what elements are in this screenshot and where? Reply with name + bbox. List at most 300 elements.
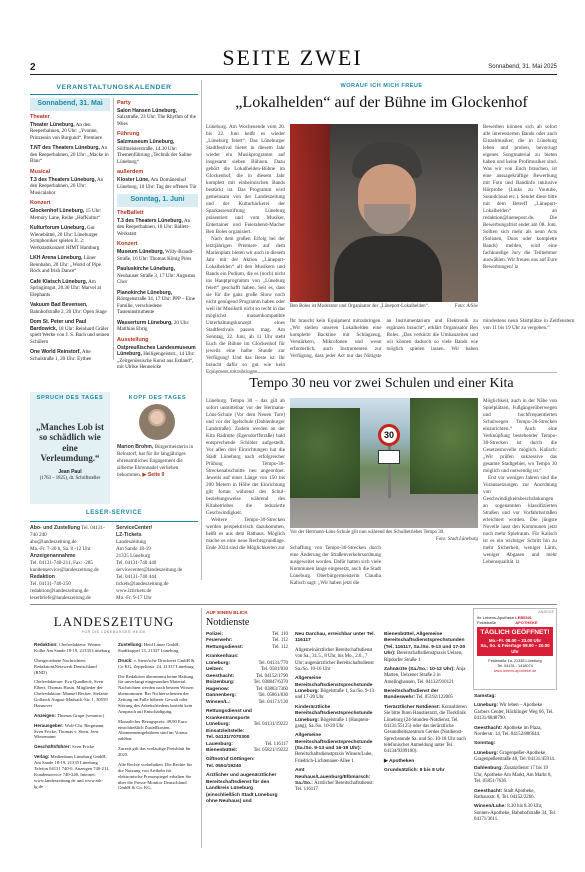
emergency-phone-label: Feuerwehr: [206,638,233,644]
apo-label: Samstag: [474,694,497,699]
apo-item [474,789,557,802]
calendar-column-1 [30,98,110,366]
emergency-phone-label: Geesthacht: [206,673,235,679]
nd-col2-label: Amt Neuhaus/Lauenburg/Elbmarsch: Sa./So.: [295,768,371,786]
imp-col1-text: Wolf-Chr. Bergmann, Sven Fricke, Thomas v. Stern, Jens Wiesemann [34,722,105,740]
nd-col2-item [295,768,377,794]
calendar-details: 18 Uhr: Reinhard Gräler spielt Werke von J. S. Bach und seinen Schülern [30,325,110,345]
ls-right-item [116,539,198,546]
masthead-rule [30,74,557,75]
apo-item [474,694,557,700]
calendar-entry [30,225,110,251]
nd-col2-label: Kinderärztliche Bereitschaftsdienstsprechstunde Lüneburg: [295,704,373,723]
calendar-venue: T.3 des Theaters Lüneburg, [117,217,183,224]
imprint [30,608,198,848]
apo-text: Gragenpeßer-Apotheke, Gragenpeßerstraße 48, Tel. 04131/45914. [474,750,556,762]
ls-left-item [30,560,112,567]
calendar-venue: Kloster Lüne, [117,177,150,184]
emergency-phone-row [206,709,288,722]
nd-col2-item [295,705,377,731]
ad-headline: TÄGLICH GEÖFFNET! [480,629,550,637]
imp-col2-label: Druck: [118,657,133,663]
calendar-category: Musical [30,168,51,175]
nd-col3-label: Zahnärzte (Sa./So.: 10-12 Uhr): [384,666,455,672]
imp-col1-label: Verlag: [34,754,50,760]
issue-date: Sonnabend, 31. Mai 2025 [488,64,557,70]
calendar-entry [30,319,110,345]
emergency-phone-number: Tel. 038847/6370 [253,680,288,686]
nd-col3-item [384,632,468,664]
apo-text: 8.30 bis 8.30 Uhr, Sonnen-Apotheke, Bahnhofstraße 34, Tel. 04171/3611. [474,804,557,822]
calendar-entry [117,320,198,333]
ls-right-item [116,560,198,567]
calendar-details: Neuhauser Straße 3, 17 Uhr: Augustus Chor [117,272,196,286]
person-page-link[interactable]: ▶ Seite 9 [142,472,165,478]
ls-right-item [116,546,198,553]
emergency-phone-label: Winsen/L.: [206,699,231,705]
emergency-phone-row [206,700,288,706]
ls-right-item [116,581,198,588]
quote-heading: SPRUCH DES TAGES [36,395,104,401]
ls-left-label: Anzeigenannahme [30,553,76,559]
ad-hours-weekday: Mo.–Fr. 08.00 – 23.00 Uhr [488,637,542,643]
emergency-phone-label: Lüneburg: [206,660,231,666]
emergency-phone-number: Tel. 116117 [265,741,288,747]
apo-item [474,703,557,722]
calendar-entry [117,290,198,316]
calendar-entry [30,208,110,221]
nd-col2-item [295,648,377,674]
event-calendar [30,80,198,371]
nd-col2-item [295,632,377,645]
nd-col3-text: Konsultieren Sie bitte Ihren Haustierarzt, die Tierklinik Lüneburg (24-Stunden-Notdienst, Tel. 04131/55125) oder das tierärztliche Gesundheitszentrum Gerdes (Notdienst-Sprechstunde Sa. und So. 10-18 Uhr nach telefonischer Anmeldung unter Tel. 04134/9399100). [384,704,467,755]
article1-column-3: Bewerben können sich ab sofort alle interessierten Bands oder auch Einzelmusiker, die in Lüneburg leben und proben, bevorzugt eigenes Songmaterial zu bieten haben und keine Profimusiker sind. Was wir von Euch brauchen, ist eine aussagekräftige Bewerbung mit Foto und Bandinfo inklusive Hörprobe (Links zu Youtube, Soundcloud etc.). Sendet diese bitte mit dem Betreff „Lüneport-Lokalhelden“ an redaktion@luenepost.de. Die Bewerbungsfrist endet am 08. Juni. Sollten sich mehr als neun Acts (Solisten, Duos oder komplette Bands) melden, wird eine fachkundige Jury die Teilnehmer auswählen. Wir freuen uns auf Eure Bewerbungen! lz [483,124,557,270]
imp-col2-item [118,762,196,791]
calendar-category: außerdem [117,169,144,176]
calendar-day-header: Sonntag, 1. Juni [117,194,198,207]
quote-and-person-box [30,392,198,507]
imprint-column-1 [34,642,110,793]
calendar-category: Ausstellung [117,336,149,343]
emergency-phone-label: Bienenbüttel: [206,747,238,753]
imp-col1-text: Chefredakteure: Eva Quadbeck, Sven Elbert, Thomas Hasin. Mitglieder der Chefredaktion: Manuel Becker, Stefanie Gollasch August-Madsack-Str. 1, 30559 Hannover [34,679,109,708]
article1-kicker: WORAUF ICH MICH FREUE [340,83,423,89]
apo-item [474,766,557,785]
ls-left-text: Tel. 04131-740-250 [30,581,71,587]
nd-col3-text: Bereitschaftsdienstpraxis Uelzen, Ripdorfer Straße 1 [384,651,463,663]
imp-col1-text: Übergeordnete Nachrichten: RedaktionsNetzwerk Deutschland (RND) [34,657,97,675]
calendar-venue: Salon Hansen Lüneburg, [117,107,177,114]
calendar-category: TheBallett [117,210,144,217]
imp-col2-item [118,674,196,715]
ls-left-text: redaktion@landeszeitung.de [30,588,89,594]
emergency-phone-number: Tel. 04152/1790 [256,673,288,679]
calendar-entry [30,177,110,197]
reader-service-right [116,525,198,602]
calendar-entry [117,345,198,371]
ls-left-text: kundenservice@landeszeitung.de [30,567,99,573]
pharmacy-list [474,694,557,826]
emergency-phone-row [206,764,288,770]
imp-col1-item [34,713,110,719]
calendar-category: Party [117,100,131,106]
calendar-details: An den Reeperbahnen, 18 Uhr: Ballett-Werkstatt [117,217,191,237]
calendar-venue: Pianokirche Lüneburg, [117,289,173,296]
calendar-details: Alte Schulstraße 1, 20 Uhr: Eythee [30,349,92,362]
nd-col3-item [384,667,468,686]
calendar-entry [30,122,110,142]
imp-col2-label: Zustellung: [118,642,143,647]
article2-photo: 30 [290,398,478,528]
emergency-phone-label: Uelzen: [206,667,224,673]
emergency-phone-row [206,748,288,754]
ad-logo: LEBENS APOTHEKE [515,615,538,626]
emergency-column-3 [384,632,468,778]
calendar-details: Willy-Brandt-Straße, 16 Uhr: Thomas König Pires [117,249,194,262]
calendar-venue: Pauluskirche Lüneburg, [117,266,176,273]
ls-right-text: 21335 Lüneburg [116,553,151,559]
reader-service-heading: LESER-SERVICE [85,510,143,516]
imp-col2-item [118,642,196,654]
section-title: SEITE ZWEI [222,45,363,70]
ls-right-text: tickets@landeszeitung.de [116,581,169,587]
ad-label: ANZEIGE [538,610,554,614]
apo-label: Geesthacht: [474,725,503,731]
emergency-phone-label: Rettungsdienst und Krankentransporte [206,709,252,721]
nd-col2-text: Allgemeinärztlicher Bereitschaftsdienst von Sa., 31.5., 8 Uhr, bis Mo., 2.6., 7 Uhr; augenärztlicher Bereitschaftsdienst Sa./So. 10-16 Uhr [295,647,374,672]
calendar-entry [117,249,198,262]
ls-right-item [116,588,198,595]
reader-service [30,510,198,602]
quote-text: „Manches Lob ist so schädlich wie eine Verleumdung.“ [35,421,104,464]
apo-label: Winsen/Luhe: [474,804,507,810]
quote-box [30,392,110,504]
person-heading: KOPF DES TAGES [128,395,187,401]
emergency-column-2 [295,632,377,797]
article1-headline: „Lokalhelden“ auf der Bühne im Glockenhof [235,92,528,111]
nd-col2-text: Bögelstraße 1, Sa./So. 9-13 und 17-20 Uhr [295,689,374,701]
nd-col2-label: Neu Darchau, erreichbar unter Tel. 116117 [295,632,375,644]
imp-col2-item [118,746,196,758]
calendar-venue: Vakuum Bad Bevensen, [30,302,88,309]
nd-col2-label: Allgemeine Bereitschaftsdienstsprechstunde Lüneburg: [295,676,373,694]
ls-right-text: Tel. 04131-740 444 [116,574,157,580]
imp-col1-item [34,744,110,750]
imp-col1-item [34,754,110,789]
imp-col2-text: Monatlicher Bezugspreis: 49,90 Euro einschließlich Zustellkosten. Abonnementgebühren sind im Voraus zahlbar. [118,718,188,742]
imp-col1-label: Herausgeber: [34,722,64,728]
person-photo [139,404,175,440]
article2-caption: Vor der Hermann-Löns-Schule gilt nun während des Schulbetriebes Tempo 30. [290,530,445,535]
calendar-venue: Wasserturm Lüneburg, [117,319,173,326]
imp-col1-label: Redaktion: [34,642,58,647]
emergency-phone-label: Hagenow: [206,686,230,692]
calendar-entry [30,145,110,165]
nd-col3-text: Tel. 05192/122005 [416,695,454,701]
calendar-heading: VERANSTALTUNGSKALENDER [56,84,172,91]
emergency-phone-number: Tel. 04171/130 [258,699,288,705]
nd-col3-label: Tierärztlicher Notdienst: [384,704,441,710]
ls-left-item [30,546,112,553]
nd-col3-item [384,689,468,702]
article2-column-1: Lüneburg. Tempo 30 – das gilt ab sofort unmittelbar vor der Hermann-Löns-Schule (Vor dem Neuen Tore) und vor der Igelschule (Dahlenburger Landstraße). Zudem werden an der Kita Radrutte (Egersdorffstraße) bald entsprechende Schilder aufgestellt. Vor allen drei Einrichtungen hat die Stadt Lüneburg nach erfolgreicher Prüfung Tempo-30-Streckenabschnitte neu angeordnet. Jeweils auf einer Länge von 150 bis 200 Metern in Höhe der Einrichtung gilt fortan während des Schul- beziehungsweise während des Kitabetriebes die reduzierte Geschwindigkeit. Weitere Tempo-30-Strecken werden perspektivisch dazukommen, heißt es aus dem Rathaus. Möglich mache es eine neue Rechtsgrundlage. Ende 2024 sind die Möglichkeiten zur [206,398,285,551]
calendar-venue: Glockenhof Lüneburg, [30,208,85,215]
emergency-phone-label: Dannenberg: [206,693,237,699]
calendar-details: Salzstraße, 23 Uhr: The Rhythm of the 90ies [117,114,196,127]
nd-col3-label: Grundsätzlich: 8 bis 8 Uhr [384,768,445,774]
emergency-phone-number: Tel. 05861/830 [258,693,288,699]
calendar-entry [117,108,198,128]
calendar-entry [30,279,110,299]
emergency-phone-label: Einsatzleitstelle: [206,728,245,734]
person-text: Bürgermeisterin in Reinstorf, hat für ihr langjähriges ehrenamtliches Engagement die silberne Ehrennadel verliehen bekommen. [117,444,194,478]
article1-column-1: Lüneburg. Am Wochenende vom 20. bis 22. Juni heißt es wieder „Lüneburg feiert“. Das Lüneburger Stadtfestival bietet in diesem Jahr wieder ein Musikprogramm auf insgesamt sieben Bühnen. Dazu gehört die Lokalhelden-Bühne im Glockenhof, die in diesem Jahr komplett mit einheimischen Bands bestückt ist. Das Programm wird gemeinsam von der Landeszeitung und der Kulturbäckerei der Sparkassenstiftung Lüneburg präsentiert und vom Musiker, Entertainer und Feierabend-Macher Ben Boles organisiert. Nach dem großen Erfolg bei der letztjährigen Premiere auf dem Marienplatz bieten wir auch in diesem Jahr mit der Aktion „Lüneport-Lokalhelden“ all den Musikern und Bands ein Podium, die es (noch) nicht ins Hauptprogramm von „Lüneburg feiert“ geschafft haben. Seit es, dass sie für die ganz große Show noch nicht genügend Programm haben oder weil ihr Musikstil nicht so recht in das möglichst massenkompatible Unterhaltungskonzept eines Stadtfestivals passen mag. Am Sonntag, 22. Juni, ab 11 Uhr steht Euch die Bühne im Glockenhof für jeweils eine halbe Stunde zur Verfügung! Und das Beste ist: Ihr braucht dafür so gut wie kein Equipment mitzubringen. [206,124,285,375]
article1-caption: Ben Boles ist Moderator und Organisator der „Lüneport-Lokalhelden“. [290,304,429,309]
calendar-venue: One World Reinstorf, [30,349,81,356]
apo-text: Stadt Apotheke, Rathausstr. 8, Tel. 04152/2266. [474,788,535,800]
ad-website[interactable]: www.lebens-apotheke.de [493,669,537,674]
page-number: 2 [30,62,36,73]
apo-label: Lüneburg: [474,750,499,756]
apo-item [474,804,557,823]
imp-col2-text: Heid Lüner GmbH, Stadtkoppel 13, 21337 Lüneburg [118,642,180,653]
calendar-venue: Theater Lüneburg, [30,121,75,128]
calendar-details: Lüner Rennbahn, 20 Uhr: „World of Pipe Rock and Irish Dance“ [30,255,101,275]
nd-col3-label: Bienenbüttel, Allgemeine Bereitschaftsdienstsprechstunden (Tel. 116117, Sa./So. 9-13 und 17-20 Uhr): [384,632,466,657]
emergency-phone-label: Lauenburg: [206,741,233,747]
calendar-category: Theater [30,113,50,120]
ls-right-text: Landeszeitung [116,539,146,545]
emergency-phone-number: Tel. 05821/19222 [253,747,288,753]
imp-col1-item [34,642,110,654]
nd-col3-item [384,768,468,774]
emergency-phone-label: Tel. 0551/19240 [206,763,242,769]
quote-author-dates: (1763 – 1825), dt. Schriftsteller [39,475,101,481]
imp-col1-text: Medienhaus Lüneburg GmbH, Am Sande 18-19, 21335 Lüneburg Telefon 04131 740-0, Anzeigen 740-211, Kundenservice 740-240, Internet: www.landeszeitung.de und www.mh-lg.de [34,754,110,789]
calendar-venue: Kulturforum Lüneburg, [30,225,86,232]
emergency-phone-label: Tel. 04131/7070300 [206,735,250,741]
calendar-category: Konzert [117,241,138,248]
ad-pharmacy-name: Ihr Lebens-Apotheke Feldstraße [477,615,515,626]
nd-col3-label: Bereitschaftsdienst der Bundeswehr: [384,689,439,701]
calendar-entry [117,266,198,286]
emergency-phone-row [206,773,288,805]
calendar-details: Bahnhofstraße 2, 20 Uhr: Open Stage [30,308,107,315]
calendar-venue: Dom St. Peter und Paul Bardowick, [30,319,87,332]
masthead [0,0,585,75]
ls-left-item [30,595,112,602]
person-name: Marion Brohm, [117,444,154,450]
ls-left-label: Abo- und Zustellung [30,525,80,531]
apo-text: Zusatzdienst 17 bis 19 Uhr, Apotheke Am Markt, Am Markt 8, Tel. 05851/7636. [474,766,552,785]
imprint-column-2 [118,642,196,795]
apo-label: Geesthacht: [474,788,503,794]
reader-service-left [30,525,112,602]
ls-left-text: abo@landeszeitung.de [30,539,77,545]
emergency-phone-number: Tel. 0581/830 [260,667,288,673]
calendar-entry [30,255,110,275]
calendar-category: Konzert [30,200,51,207]
ls-right-text: Mo.-Fr. 9-17 Uhr [116,595,152,601]
calendar-venue: Café Klatsch Lüneburg, [30,278,88,285]
calendar-details: An den Reeperbahnen, 20 Uhr: „Macke in Blau“ [30,145,109,165]
calendar-entry [30,349,110,362]
imp-col1-item [34,679,110,708]
calendar-details: An den Reeperbahnen, 20 Uhr: Musicalabor [30,176,104,196]
article2-headline: Tempo 30 neu vor zwei Schulen und einer Kita [249,376,514,391]
emergency-phone-label: Krankenhaus: [206,654,239,660]
emergency-phone-number: Tel. 112 [272,638,288,644]
ls-right-text: Am Sande 18-19 [116,546,151,552]
imp-col1-text: Thomas Grupe (verantw.) [57,712,105,718]
imp-col1-label: Anzeigen: [34,712,56,718]
emergency-phone-label: Polizei: [206,632,224,637]
ls-left-item [30,588,112,595]
calendar-details: Röntgenstraße 34, 17 Uhr: PPP – Eine Familie, verschiedene Tasteninstrumente [117,296,196,316]
ls-right-label: LZ-Tickets [116,532,142,538]
emergency-services [206,608,468,848]
imp-col2-text: Zurzeit gilt das vorläufige Preisblatt für 2025. [118,746,191,757]
emergency-phone-number: Tel. 03883/7360 [256,686,288,692]
nd-col2-text: Ärztlicher Bereitschaftsdienst: Tel. 116117 [295,780,374,793]
imp-col1-item [34,658,110,676]
quote-author: Jean Paul [58,469,82,476]
ls-right-label: ServiceCenter/ [116,525,153,531]
calendar-details: Am Domänenhof Lüneburg, 10 Uhr: Tag der offenen Tür [117,177,197,190]
ls-left-item [30,553,112,560]
article1-credit: Foto: A/Siw [454,304,478,309]
calendar-venue: T.3 des Theaters Lüneburg, [30,176,96,183]
calendar-entry [117,218,198,238]
calendar-details: Sülfmeisterstraße, 14.30 Uhr: Themenführung „Technik der Saline Lüneburg“ [117,145,192,165]
ls-right-item [116,532,198,539]
ls-right-item [116,553,198,560]
apo-label: Dahlenburg: [474,766,503,772]
article2-column-3: Möglichkeit, auch in der Nähe von Spielplätzen, Fußgängerüberwegen und hochfrequentierten Schulwegen Tempo-30-Strecken einzurichten.“ Auch eine Verknüpfung bestehender Tempo-30-Strecken ist durch die Gesetzesnovelle möglich. Kalisch: „Wir prüfen sukzessive das gesamte Stadtgebiet, wo Tempo 30 möglich und notwendig ist.“ Erst vor wenigen Jahren sind die Voraussetzungen zur Anordnung von Geschwindigkeitsbeschränkungen an sogenannten klassifizierten Straßen und vor Vorfahrtsstraßen erleichtert worden. Die jüngste Novelle lasst den Kommunen jetzt noch mehr Spielraum. Für Kalisch ist es ein wichtiger Schritt hin zu mehr Sicherheit, weniger Lärm, weniger Abgasen und mehr Lebensqualität. lz [483,398,557,565]
nd-col3-text: Anja Marten, Uelzener Straße 2 in Amelinghausen, Tel. 04132/910121 [384,666,466,685]
emergency-phone-number: Tel. 112 [272,644,288,650]
nd-col2-text: Bereitschaftsdienstpraxis Winsen/Luhe, Friedrich-Lichtenauer-Allee 1 [295,752,373,764]
article-tempo30 [206,376,557,586]
emergency-phone-list [206,632,288,806]
imp-col1-item [34,723,110,741]
imp-col2-item [118,658,196,670]
nd-col2-item [295,733,377,765]
imp-col2-text: v. Stern'sche Druckerei GmbH & Co KG, Zeppelinstr. 24, 21337 Lüneburg [118,657,195,669]
article2-caption-block [290,530,478,543]
nd-col3-item [384,705,468,756]
person-of-day [117,392,198,504]
article-lokalhelden [206,80,575,375]
ls-left-item [30,539,112,546]
ls-left-item [30,567,112,574]
ad-phone: Tel. 04131 - 1418074 [497,664,533,669]
calendar-column-2 [117,98,198,375]
imp-col2-item [118,719,196,743]
apo-item [474,751,557,764]
calendar-day-header: Sonnabend, 31. Mai [30,98,110,111]
article1-caption-block [290,304,478,311]
ls-left-item [30,581,112,588]
emergency-phone-number: Tel. 04131/19222 [253,722,288,728]
imp-col1-label: Geschäftsführer: [34,744,72,750]
ls-left-item [30,525,112,539]
imp-col1-text: Chefredakteur: Werner Kolbe Am Sande 18-19, 21335 Lüneburg [34,642,110,653]
nd-col3-item [384,759,468,765]
imp-col1-text: Sven Fricke [72,744,95,750]
calendar-entry [117,139,198,165]
ls-right-text: Tel. 04131-740 440 [116,560,157,566]
calendar-details: An den Reeperbahnen, 20 Uhr: „Yvonne, Prinzessin von Burgund“. Premiere [30,121,103,141]
ls-left-text: Tel. 04131-740-211, Fax: -285 [30,560,93,566]
calendar-details: Am Springintgut, 20.30 Uhr: Marvel at Elephants [30,278,102,298]
nd-col2-item [295,676,377,702]
imprint-subtitle: FÜR DIE LÜNEBURGER HEIDE [81,630,147,635]
calendar-entry [30,302,110,315]
calendar-details: 15 Uhr: Memory Lane, Reihe „HofKultur“ [30,208,102,221]
article1-photo [290,124,478,302]
emergency-phone-number: Tel. 04131/770 [258,660,288,666]
emergency-phone-label: Boizenburg: [206,680,235,686]
imp-col2-text: Die Redaktion übernimmt keine Haftung für unverlangt eingesandtes Material. Nachrichten werden nach bestem Wissen übernommen. Bei Nichterscheinen der Zeitung im Falle höherer Gewalt oder Störung des Arbeitsfriedens besteht kein Anspruch auf Entschädigung. [118,673,194,714]
emergency-kicker: AUF EINEN BLICK [206,611,248,616]
ls-left-text: Tel. 04131-740 240 [30,525,105,538]
ls-right-text: www.lztickets.de [116,588,152,594]
ad-address: Feldstraße 1a, 21335 Lüneburg [488,659,542,664]
calendar-details: Gut Wienebüttel, 20 Uhr: Lüneburger Symphoniker spielen Jr. 2: Werkstattkonzert HfMT Hamburg [30,225,100,251]
article2-credit: Foto: Stadt Lüneburg [435,536,478,542]
apo-label: Lüneburg: [474,703,499,709]
calendar-category: Führung [117,131,140,138]
ls-right-text: servicecenter@landeszeitung.de [116,567,183,573]
emergency-phone-number: Tel. 110 [272,632,288,637]
ls-left-item [30,574,112,581]
emergency-phone-row [206,645,288,651]
calendar-details: 20 Uhr: Matthias Ehrig [117,319,190,333]
nd-col2-text: Bögelstraße 1 (Hauptein-gang), Sa./So. 10-20 Uhr [295,717,370,729]
ls-right-item [116,567,198,574]
ad-hours-weekend: Sa., So. & Feiertage 09.00 – 20.00 Uhr [480,643,550,654]
ls-left-label: Redaktion [30,574,55,580]
nd-col3-label: ▶ Apotheken [384,758,415,764]
apo-item [474,726,557,739]
ls-right-item [116,595,198,602]
apo-text: Apotheke im Plaza, Norderstr. 14, Tel. 04152/886644. [474,725,542,737]
emergency-phone-label: Giftnotruf Göttingen: [206,757,255,763]
apo-item [474,741,557,747]
calendar-venue: LKH Arena Lüneburg, [30,255,83,262]
calendar-venue: Museum Lüneburg, [117,249,164,256]
emergency-phone-label: Lüneburg: [206,722,231,728]
ls-right-item [116,525,198,532]
emergency-phone-label: Rettungsdienst: [206,644,244,650]
pharmacy-ad[interactable] [473,608,557,690]
calendar-entry [117,177,198,190]
article2-column-2: Schaffung von Tempo-30-Strecken durch eine Änderung der Straßenverkehrsordnung ausgeweitet worden. Dafür hatten sich viele Kommunen lange eingesetzt, auch die Stadt Lüneburg. Oberbürgermeisterin Claudia Kalisch sagt: „Wir haben jetzt die [290,545,381,586]
apo-label: Sonntag: [474,741,496,747]
calendar-venue: Ostpreußisches Landesmuseum Lüneburg, [117,344,196,358]
imp-col2-text: Alle Rechte vorbehalten. Die Rechte für die Nutzung von Artikeln für elektronische Pressespiegel erhalten Sie über die Presse-Monitor Deutschland GmbH & Co. KG. [118,761,192,791]
article1-column-2: Ihr braucht kein Equipment mitzubringen. „Wir stellen unseren Lokalhelden eine komplette Backline mit Schlagzeug, Verstärkern, Mikrofonen und wenn erforderlich, auch Instrumenten zur Verfügung, dass jeder Act nur das Nötigste an Instrumentarium und Elektronik zu ergänzen braucht“, erklärt Organisator Ben Boles. „Das verkürzt die Umbauzeiten und wir können dadurch so viele Bands wie möglich spielen lassen. Wir haben mindestens neun Startplätze in Zeitfenstern von 11 bis 19 Uhr zu vergeben.“ [290,318,575,359]
ls-left-text: Mo.-Fr. 7-30 h, Sa. 8 -12 Uhr [30,546,91,552]
ls-left-text: leserbriefe@landeszeitung.de [30,595,91,601]
imprint-title: LANDESZEITUNG [53,614,175,629]
emergency-phone-label: Ärztlicher und augenärztlicher Bereitschaftsdienst für den Landkreis Lüneburg (einschließlich Stadt Lüneburg ohne Neuhaus) und [206,773,278,805]
ls-right-item [116,574,198,581]
calendar-venue: T.NT des Theaters Lüneburg, [30,145,100,152]
apo-text: Wir leben – Apotheke Garbers Center, Häcklinger Weg 66, Tel. 04131/6848790. [474,703,554,722]
emergency-title: Notdienste [206,616,250,628]
